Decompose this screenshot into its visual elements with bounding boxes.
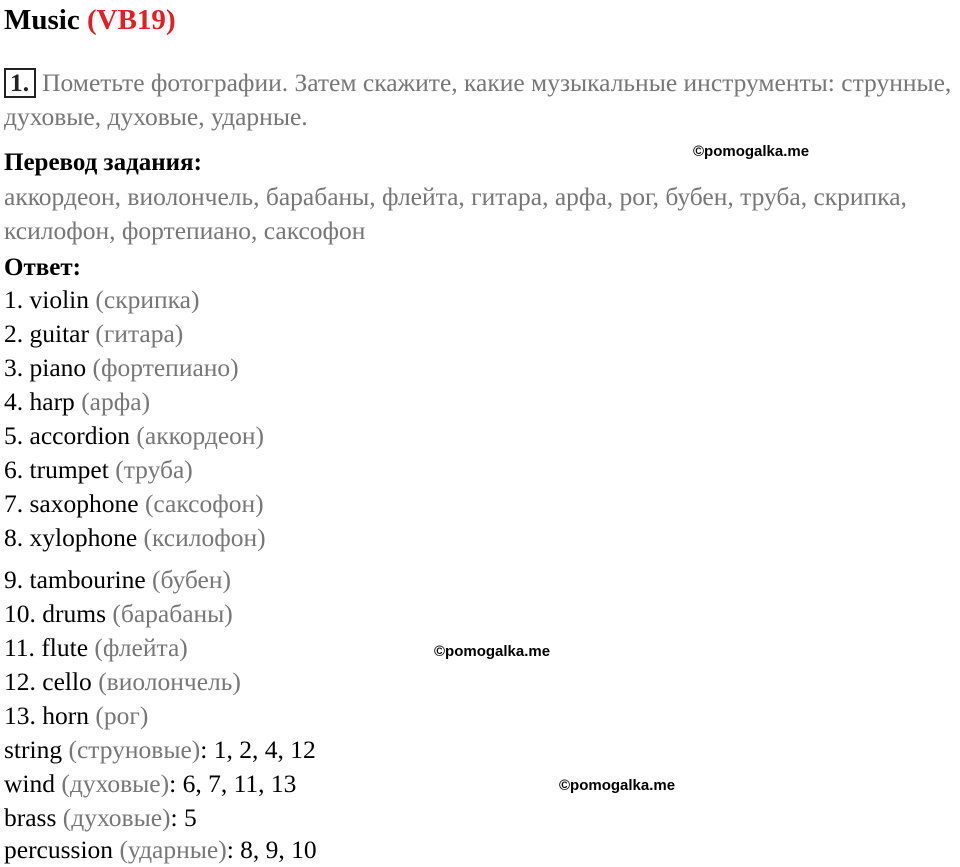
group-values: : 1, 2, 4, 12 xyxy=(200,735,316,764)
answer-item xyxy=(4,453,193,487)
answer-item-number: 2. xyxy=(4,319,24,348)
task-number: 1. xyxy=(4,68,36,98)
group-russian: (ударные) xyxy=(119,835,227,864)
answer-item-russian: (барабаны) xyxy=(112,599,233,628)
answer-item-russian: (саксофон) xyxy=(144,489,264,518)
answer-item xyxy=(4,665,241,699)
answer-item-number: 4. xyxy=(4,387,24,416)
answer-item-russian: (бубен) xyxy=(152,565,232,594)
answer-item xyxy=(4,699,148,733)
answer-item-number: 8. xyxy=(4,523,24,552)
answer-item xyxy=(4,419,264,453)
answer-item-russian: (гитара) xyxy=(95,319,184,348)
answer-item-russian: (арфа) xyxy=(81,387,151,416)
group-russian: (струновые) xyxy=(68,735,201,764)
title-code: VB19 xyxy=(96,4,166,36)
answer-item xyxy=(4,563,231,597)
answer-item-english: xylophone xyxy=(29,523,138,552)
answer-item-english: piano xyxy=(29,353,87,382)
answer-item-number: 12. xyxy=(4,667,36,696)
answer-item-english: saxophone xyxy=(29,489,139,518)
answer-item-russian: (скрипка) xyxy=(95,285,200,314)
answer-item-number: 1. xyxy=(4,285,24,314)
answer-heading: Ответ: xyxy=(4,254,81,281)
answer-item-russian: (труба) xyxy=(115,455,193,484)
answer-item-english: cello xyxy=(42,667,92,696)
page-title xyxy=(4,0,176,40)
group-english: string xyxy=(4,735,63,764)
group-values: : 6, 7, 11, 13 xyxy=(169,769,297,798)
watermark-3: ©pomogalka.me xyxy=(559,777,676,794)
answer-item-english: violin xyxy=(29,285,90,314)
answer-item-english: harp xyxy=(29,387,75,416)
group-russian: (духовые) xyxy=(61,769,170,798)
answer-item xyxy=(4,597,233,631)
answer-item-english: trumpet xyxy=(29,455,109,484)
answer-item-number: 10. xyxy=(4,599,36,628)
answer-item-number: 11. xyxy=(4,633,35,662)
answer-item-english: guitar xyxy=(29,319,89,348)
answer-item-number: 13. xyxy=(4,701,36,730)
answer-item-number: 6. xyxy=(4,455,24,484)
answer-item xyxy=(4,521,266,555)
group-line xyxy=(4,833,317,867)
group-english: wind xyxy=(4,769,55,798)
answer-item xyxy=(4,317,183,351)
task-block xyxy=(4,66,960,134)
title-subject: Music xyxy=(4,4,80,36)
group-values: : 8, 9, 10 xyxy=(226,835,317,864)
answer-item-english: flute xyxy=(41,633,89,662)
answer-item-russian: (аккордеон) xyxy=(136,421,265,450)
watermark-1: ©pomogalka.me xyxy=(693,143,810,160)
answer-item xyxy=(4,351,239,385)
answer-item-russian: (рог) xyxy=(95,701,149,730)
answer-item xyxy=(4,631,188,665)
translation-text: аккордеон, виолончель, барабаны, флейта, гитара, арфа, рог, бубен, труба, скрипка, ксилофон, фортепиано, саксофон xyxy=(4,182,907,245)
title-code-open: ( xyxy=(86,4,97,36)
answer-item-number: 7. xyxy=(4,489,24,518)
translation-heading: Перевод задания: xyxy=(4,149,202,176)
answer-item-english: horn xyxy=(42,701,89,730)
title-code-close: ) xyxy=(165,4,176,36)
group-line xyxy=(4,767,296,801)
answer-item xyxy=(4,385,150,419)
answer-item-russian: (виолончель) xyxy=(98,667,241,696)
answer-item-number: 5. xyxy=(4,421,24,450)
answer-item xyxy=(4,283,199,317)
answer-item-russian: (флейта) xyxy=(94,633,188,662)
group-values: : 5 xyxy=(170,803,197,832)
answer-item-russian: (фортепиано) xyxy=(92,353,239,382)
answer-item-english: accordion xyxy=(29,421,131,450)
group-english: percussion xyxy=(4,835,114,864)
group-english: brass xyxy=(4,803,57,832)
group-line xyxy=(4,733,316,767)
answer-item-number: 9. xyxy=(4,565,24,594)
answer-item xyxy=(4,487,264,521)
watermark-2: ©pomogalka.me xyxy=(434,643,551,660)
group-russian: (духовые) xyxy=(62,803,171,832)
answer-item-english: drums xyxy=(42,599,106,628)
task-text: Пометьте фотографии. Затем скажите, какие музыкальные инструменты: струнные, духовые, духовые, ударные. xyxy=(4,68,952,131)
answer-item-number: 3. xyxy=(4,353,24,382)
answer-item-russian: (ксилофон) xyxy=(143,523,266,552)
group-line xyxy=(4,801,197,835)
answer-item-english: tambourine xyxy=(29,565,146,594)
